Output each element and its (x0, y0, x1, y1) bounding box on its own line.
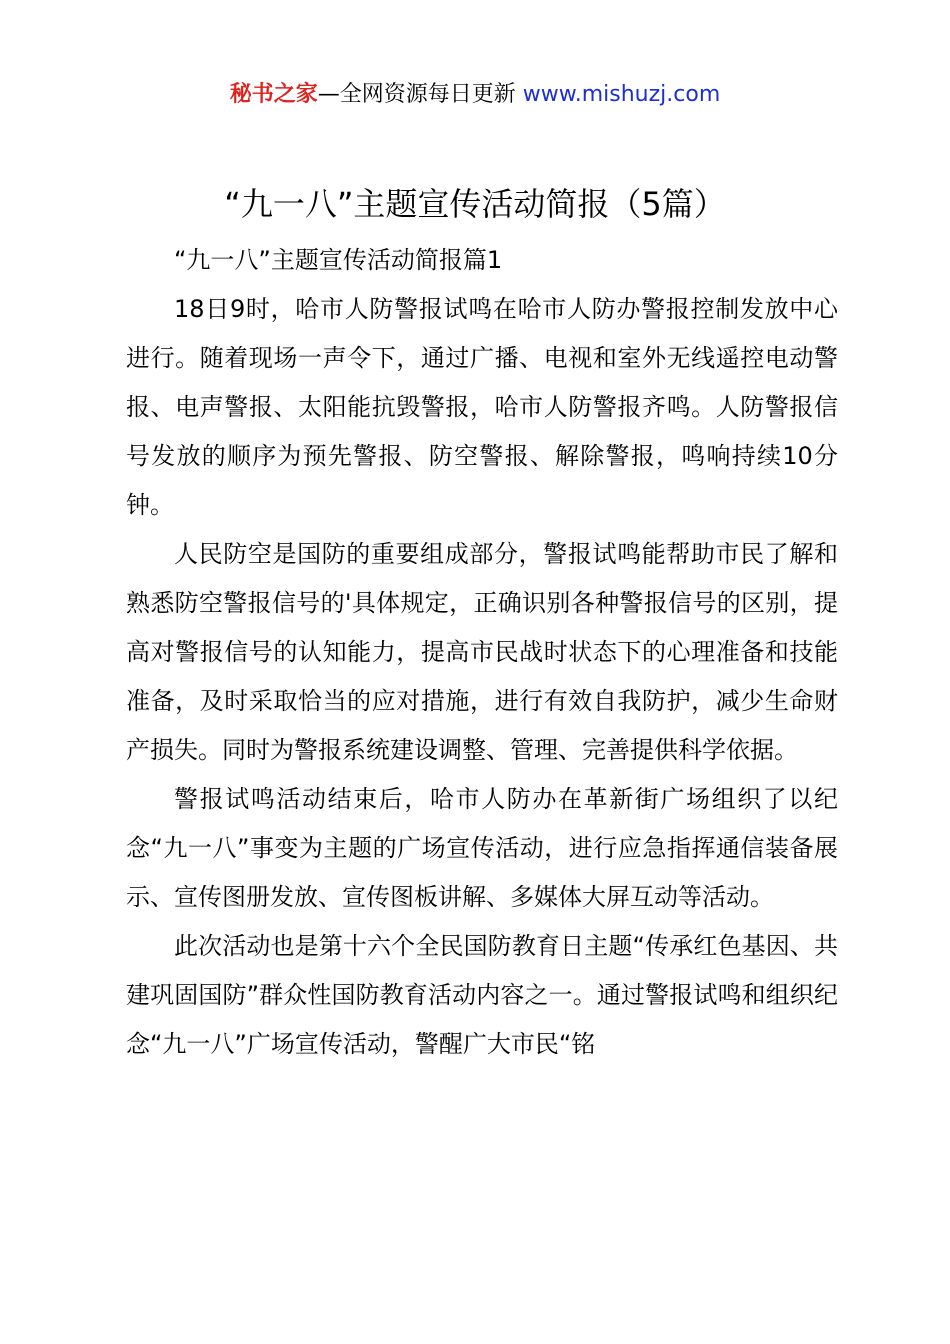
paragraph: 人民防空是国防的重要组成部分，警报试鸣能帮助市民了解和熟悉防空警报信号的'具体规定，正确识别各种警报信号的区别，提高对警报信号的认知能力，提高市民战时状态下的心理准备和技能准备，及时采取恰当的应对措施，进行有效自我防护，减少生命财产损失。同时为警报系统建设调整、管理、完善提供科学依据。 (126, 540, 838, 764)
paragraph: 警报试鸣活动结束后，哈市人防办在革新街广场组织了以纪念“九一八”事变为主题的广场宣传活动，进行应急指挥通信装备展示、宣传图册发放、宣传图板讲解、多媒体大屏互动等活动。 (126, 785, 838, 911)
document-body (126, 236, 838, 1069)
section-subtitle: “九一八”主题宣传活动简报篇1 (174, 246, 503, 274)
site-brand: 秘书之家 (229, 82, 318, 107)
site-tagline: —全网资源每日更新 (317, 82, 523, 107)
site-header (0, 78, 950, 112)
site-url-link[interactable]: www.mishuzj.com (522, 82, 721, 107)
paragraph: 18日9时，哈市人防警报试鸣在哈市人防办警报控制发放中心进行。随着现场一声令下，通过广播、电视和室外无线遥控电动警报、电声警报、太阳能抗毁警报，哈市人防警报齐鸣。人防警报信号发放的顺序为预先警报、防空警报、解除警报，鸣响持续10分钟。 (126, 295, 838, 519)
document-title: “九一八”主题宣传活动简报（5篇） (224, 185, 726, 223)
paragraph: 此次活动也是第十六个全民国防教育日主题“传承红色基因、共建巩固国防”群众性国防教育活动内容之一。通过警报试鸣和组织纪念“九一八”广场宣传活动，警醒广大市民“铭 (126, 932, 838, 1058)
